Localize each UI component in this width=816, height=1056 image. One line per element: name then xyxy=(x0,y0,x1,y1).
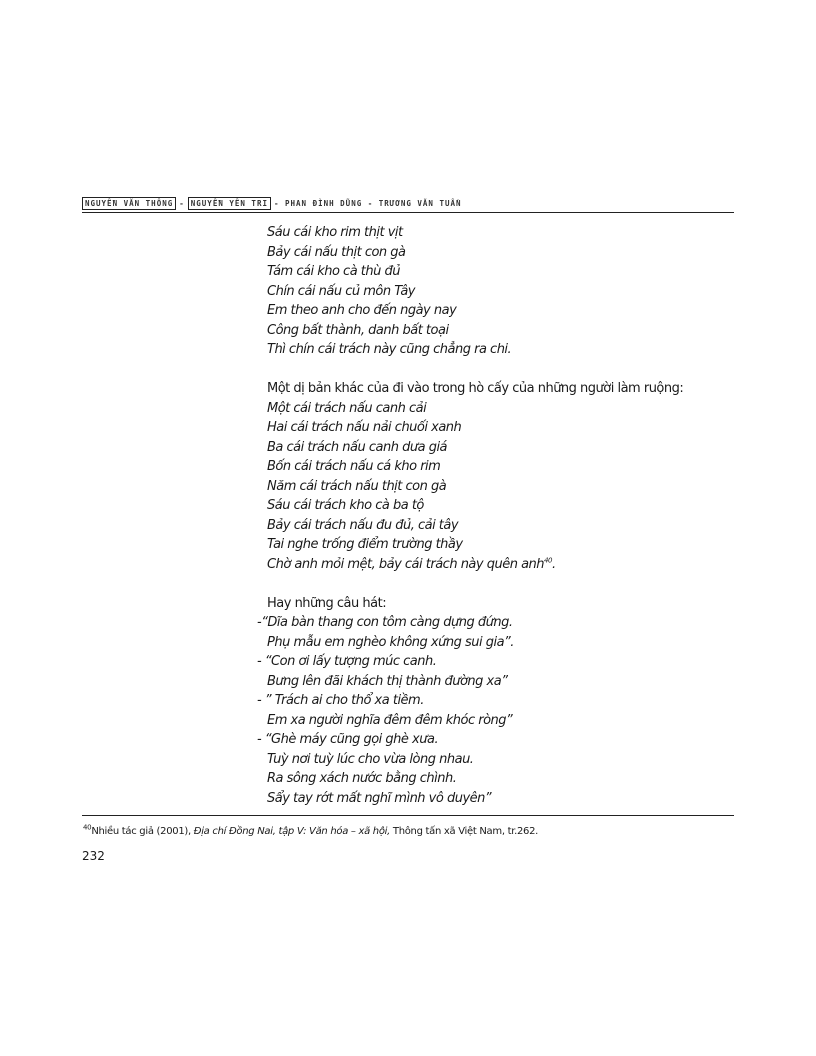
footnote-reference[interactable]: 40 xyxy=(544,556,552,565)
stanza-gap xyxy=(267,574,737,594)
running-header xyxy=(82,197,734,213)
poem-line: Bốn cái trách nấu cá kho rim xyxy=(267,459,441,474)
footnote-title: Địa chí Đồng Nai, tập V: Văn hóa – xã hội, xyxy=(193,826,391,837)
poem-line: Công bất thành, danh bất toại xyxy=(267,322,449,338)
poem-stanza-3 xyxy=(257,613,737,808)
poem-line: Sẩy tay rớt mất nghĩ mình vô duyên” xyxy=(267,790,492,806)
poem-line: -“Dĩa bàn thang con tôm càng dựng đứng. xyxy=(257,615,513,630)
footnote-number: 40 xyxy=(83,823,92,832)
poem-line: - “Ghè máy cũng gọi ghè xưa. xyxy=(257,732,439,747)
intro-paragraph-2: Một dị bản khác của đi vào trong hò cấy của những người làm ruộng: xyxy=(267,381,684,396)
poem-line: Tai nghe trống điểm trường thầy xyxy=(267,537,463,552)
header-other-authors: - PHAN ĐÌNH DŨNG - TRƯƠNG VĂN TUẤN xyxy=(273,198,462,208)
poem-line: Bảy cái trách nấu đu đủ, cải tây xyxy=(267,517,459,533)
poem-line: Ra sông xách nước bằng chình. xyxy=(267,771,457,786)
poem-line: - “Con ơi lấy tượng múc canh. xyxy=(257,654,437,669)
poem-line: Tuỳ nơi tuỳ lúc cho vừa lòng nhau. xyxy=(267,751,474,767)
poem-line: - ” Trách ai cho thổ xa tiềm. xyxy=(257,693,424,708)
poem-line: Hai cái trách nấu nải chuối xanh xyxy=(267,420,462,435)
poem-line: Bảy cái nấu thịt con gà xyxy=(267,244,406,260)
poem-line: Em theo anh cho đến ngày nay xyxy=(267,303,457,318)
poem-line: Ba cái trách nấu canh dưa giá xyxy=(267,439,448,455)
intro-paragraph-3: Hay những câu hát: xyxy=(267,595,387,611)
poem-line: Sáu cái kho rim thịt vịt xyxy=(267,225,403,240)
page-number: 232 xyxy=(82,849,105,863)
poem-line: Em xa người nghĩa đêm đêm khóc ròng” xyxy=(267,712,513,728)
poem-line-text: Chờ anh mỏi mệt, bảy cái trách này quên anh xyxy=(267,556,545,572)
poem-line: Sáu cái trách kho cà ba tộ xyxy=(267,498,424,513)
poem-line: Một cái trách nấu canh cải xyxy=(267,400,427,416)
poem-line: Bưng lên đãi khách thị thành đường xa” xyxy=(267,673,508,689)
poem-line: Chín cái nấu củ môn Tây xyxy=(267,283,415,299)
poem-line: Tám cái kho cà thù đủ xyxy=(267,264,400,279)
footnote-suffix: Thông tấn xã Việt Nam, tr.262. xyxy=(390,826,539,837)
poem-line-with-footnote xyxy=(267,555,737,575)
footnote-divider xyxy=(82,815,734,816)
footnote xyxy=(83,823,539,837)
poem-line-end: . xyxy=(551,556,556,572)
footnote-prefix: Nhiều tác giả (2001), xyxy=(91,826,194,837)
poem-stanza-2 xyxy=(267,399,737,575)
poem-line: Thì chín cái trách này cũng chẳng ra chi. xyxy=(267,342,512,357)
running-header-authors xyxy=(82,197,462,210)
poem-line: Năm cái trách nấu thịt con gà xyxy=(267,478,447,494)
poem-stanza-1 xyxy=(267,223,737,360)
stanza-gap xyxy=(267,360,737,380)
main-text xyxy=(257,223,737,808)
header-separator: - xyxy=(179,198,185,208)
poem-line: Phụ mẫu em nghèo không xứng sui gia”. xyxy=(267,634,514,650)
header-author-2: NGUYỄN YÊN TRI xyxy=(188,197,271,210)
header-author-1: NGUYỄN VĂN THÔNG xyxy=(82,197,176,210)
